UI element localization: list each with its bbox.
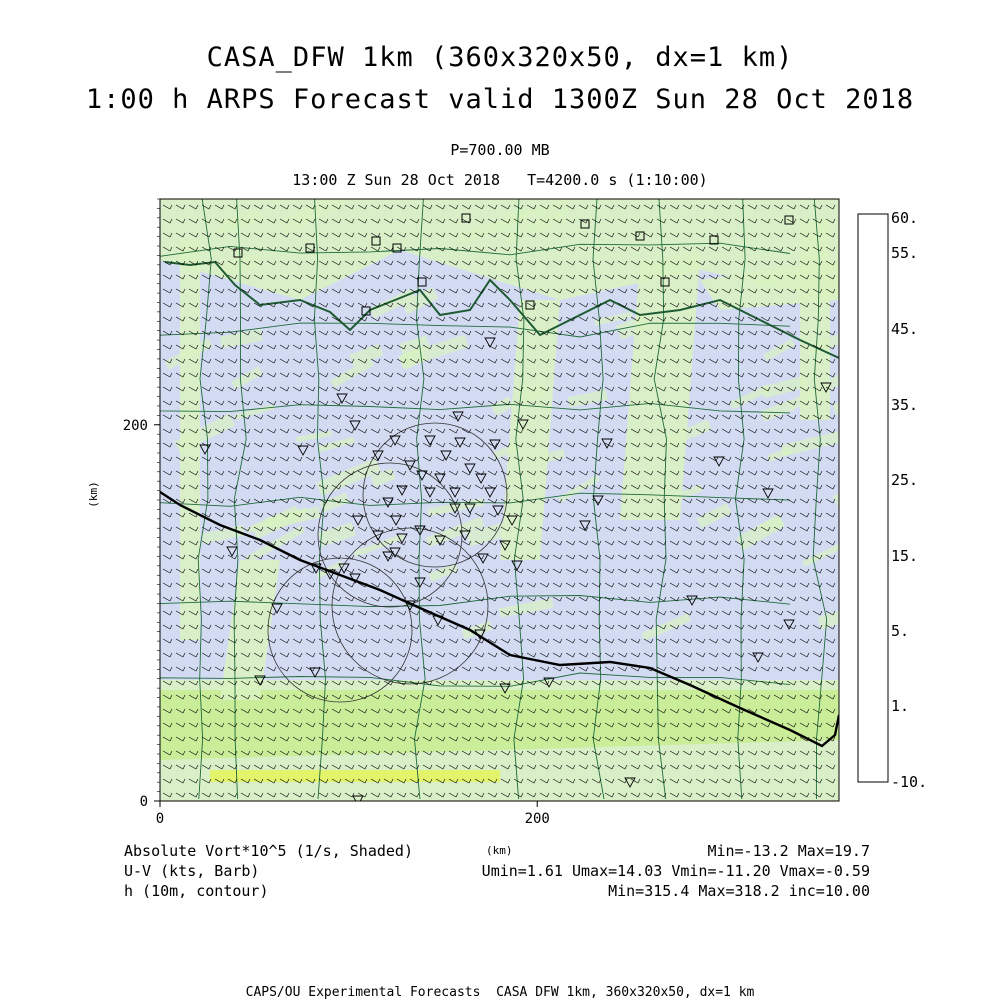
legend-contour-field: h (10m, contour) xyxy=(124,882,269,900)
x-tick-label-200: 200 xyxy=(524,811,550,827)
pressure-level: P=700.00 MB xyxy=(450,141,550,159)
vort-stats: Min=-13.2 Max=19.7 xyxy=(707,842,870,860)
valid-time-line: 13:00 Z Sun 28 Oct 2018 T=4200.0 s (1:10:00) xyxy=(292,171,708,189)
colorbar-label-2: 5. xyxy=(891,622,910,640)
x-tick-label-0: 0 xyxy=(155,811,165,827)
y-tick-label-200: 200 xyxy=(122,417,148,434)
uv-stats: Umin=1.61 Umax=14.03 Vmin=-11.20 Vmax=-0.59 xyxy=(481,862,870,880)
vort-band-8 xyxy=(210,770,500,782)
y-axis-label: (km) xyxy=(86,481,100,508)
y-tick-label-0: 0 xyxy=(139,794,148,810)
chart-subtitle: 1:00 h ARPS Forecast valid 1300Z Sun 28 Oct 2018 xyxy=(85,84,915,115)
h-stats: Min=315.4 Max=318.2 inc=10.00 xyxy=(608,882,870,900)
x-axis-label: (km) xyxy=(486,844,513,857)
colorbar-frame xyxy=(858,214,888,782)
colorbar-label-3: 15. xyxy=(891,547,919,565)
colorbar xyxy=(858,209,927,791)
colorbar-label-1: 1. xyxy=(891,697,910,715)
legend-barb-field: U-V (kts, Barb) xyxy=(124,862,260,880)
colorbar-label-5: 35. xyxy=(891,396,919,414)
colorbar-label-8: 60. xyxy=(891,209,919,227)
vorticity-shading xyxy=(160,180,896,801)
legend-shaded-field: Absolute Vort*10^5 (1/s, Shaded) xyxy=(124,842,413,860)
vort-streak xyxy=(833,383,896,416)
footer-credit: CAPS/OU Experimental Forecasts CASA DFW 1km, 360x320x50, dx=1 km xyxy=(245,985,755,1000)
colorbar-label-0: -10. xyxy=(891,773,928,791)
colorbar-label-7: 55. xyxy=(891,244,919,262)
chart-title: CASA_DFW 1km (360x320x50, dx=1 km) xyxy=(206,42,794,73)
colorbar-label-4: 25. xyxy=(891,471,919,489)
colorbar-label-6: 45. xyxy=(891,320,919,338)
